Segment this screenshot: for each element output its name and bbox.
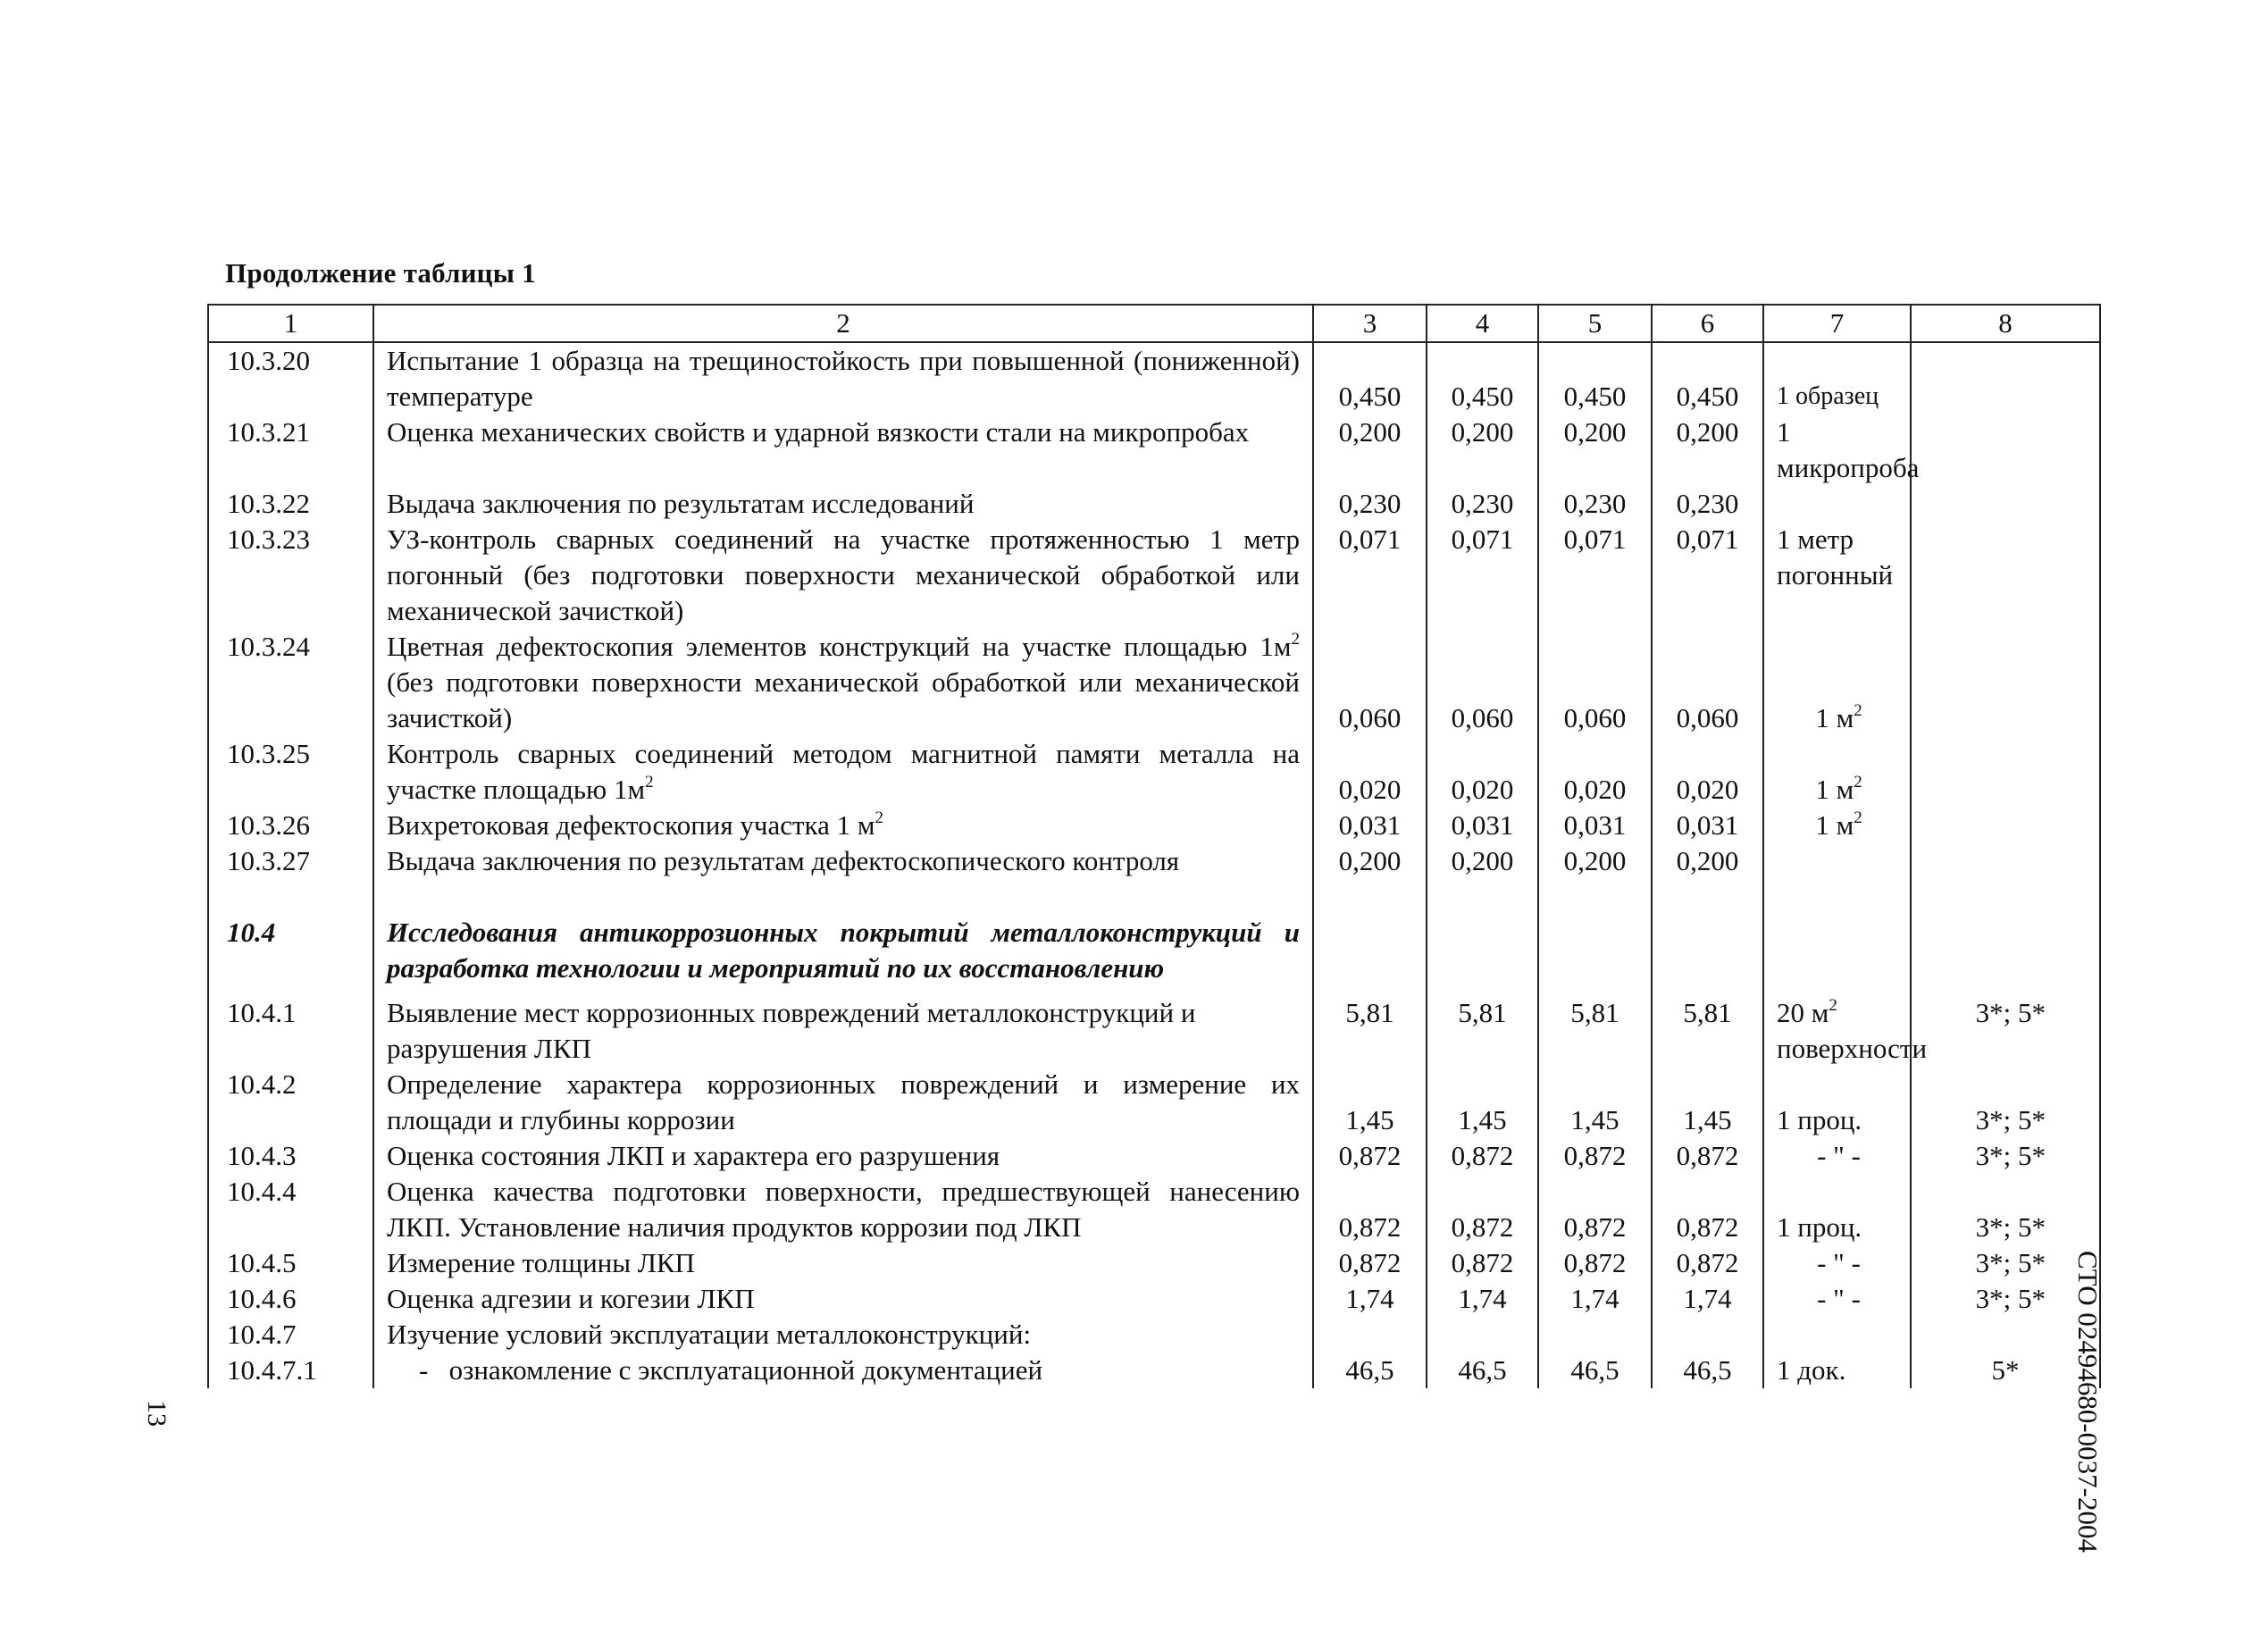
value-col4: 0,031: [1427, 808, 1538, 843]
column-header: 6: [1652, 305, 1763, 342]
value-col5: 0,200: [1538, 843, 1652, 879]
value-col6: 1,45: [1652, 1067, 1763, 1138]
value-col5: 0,230: [1538, 486, 1652, 522]
value-col4: 0,872: [1427, 1138, 1538, 1174]
reference: [1911, 486, 2100, 522]
value-col6: [1652, 1317, 1763, 1353]
table-row: [208, 1245, 2100, 1281]
table-row: [208, 486, 2100, 522]
superscript: 2: [1829, 995, 1837, 1015]
unit: 1 образец: [1763, 342, 1911, 415]
reference: [1911, 808, 2100, 843]
row-description: Оценка адгезии и когезии ЛКП: [373, 1281, 1313, 1317]
table-row: [208, 342, 2100, 415]
table-row: [208, 1174, 2100, 1245]
table-row: [208, 1067, 2100, 1138]
spacer-row: [208, 986, 2100, 995]
row-number: 10.3.21: [208, 415, 373, 486]
reference: 3*; 5*: [1911, 1281, 2100, 1317]
value-col3: 0,872: [1313, 1245, 1427, 1281]
value-col6: 0,450: [1652, 342, 1763, 415]
reference: [1911, 342, 2100, 415]
value-col6: 0,031: [1652, 808, 1763, 843]
value-col3: 1,74: [1313, 1281, 1427, 1317]
document-code: СТО 02494680-0037-2004: [2072, 1251, 2104, 1553]
column-header: 1: [208, 305, 373, 342]
description-text: Цветная дефектоскопия элементов конструкций на участке площадью 1м: [387, 631, 1292, 662]
row-description: [373, 808, 1313, 843]
row-description: Испытание 1 образца на трещиностойкость при повышенной (пониженной) температуре: [373, 342, 1313, 415]
value-col3: 0,450: [1313, 342, 1427, 415]
value-col3: 0,060: [1313, 629, 1427, 736]
column-header: 4: [1427, 305, 1538, 342]
row-number: 10.3.22: [208, 486, 373, 522]
column-header: 7: [1763, 305, 1911, 342]
value-col5: 0,872: [1538, 1174, 1652, 1245]
section-title: Исследования антикоррозионных покрытий металлоконструкций и разработка технологии и мероприятий по их восстановлению: [373, 915, 1313, 986]
unit: - " -: [1763, 1245, 1911, 1281]
reference: [1911, 415, 2100, 486]
unit: 1 $м^2$: [1763, 629, 1911, 736]
value-col6: 0,200: [1652, 843, 1763, 879]
specification-table: [207, 304, 2099, 1388]
table-caption: Продолжение таблицы 1: [225, 257, 536, 289]
value-col4: 0,200: [1427, 415, 1538, 486]
row-number: 10.4.6: [208, 1281, 373, 1317]
value-col5: 46,5: [1538, 1353, 1652, 1388]
value-col3: 0,872: [1313, 1138, 1427, 1174]
value-col6: 0,020: [1652, 736, 1763, 808]
value-col5: 0,872: [1538, 1245, 1652, 1281]
value-col4: 5,81: [1427, 995, 1538, 1067]
value-col5: 5,81: [1538, 995, 1652, 1067]
reference: 3*; 5*: [1911, 1174, 2100, 1245]
unit: - " -: [1763, 1281, 1911, 1317]
row-number: 10.3.27: [208, 843, 373, 879]
page-number: 13: [142, 1400, 172, 1427]
row-description: Оценка состояния ЛКП и характера его разрушения: [373, 1138, 1313, 1174]
section-number: 10.4: [208, 915, 373, 986]
unit: 1 микропроба: [1763, 415, 1911, 486]
reference: 3*; 5*: [1911, 1245, 2100, 1281]
table-row: [208, 1317, 2100, 1353]
value-col3: 0,200: [1313, 415, 1427, 486]
value-col3: 1,45: [1313, 1067, 1427, 1138]
unit: 20 $м^2$ поверхности: [1763, 995, 1911, 1067]
value-col4: 0,230: [1427, 486, 1538, 522]
table-row: [208, 522, 2100, 629]
value-col5: [1538, 1317, 1652, 1353]
superscript: 2: [1291, 629, 1300, 649]
value-col5: 0,060: [1538, 629, 1652, 736]
value-col5: 0,450: [1538, 342, 1652, 415]
unit: 1 проц.: [1763, 1067, 1911, 1138]
row-description: - ознакомление с эксплуатационной документацией: [373, 1353, 1313, 1388]
value-col4: 0,200: [1427, 843, 1538, 879]
value-col5: 1,45: [1538, 1067, 1652, 1138]
value-col6: 0,071: [1652, 522, 1763, 629]
value-col4: 0,020: [1427, 736, 1538, 808]
row-number: 10.3.25: [208, 736, 373, 808]
row-number: 10.4.2: [208, 1067, 373, 1138]
table-row: [208, 1138, 2100, 1174]
unit: 1 метр погонный: [1763, 522, 1911, 629]
value-col6: 1,74: [1652, 1281, 1763, 1317]
table-row: [208, 1353, 2100, 1388]
value-col5: 0,031: [1538, 808, 1652, 843]
value-col6: 0,230: [1652, 486, 1763, 522]
reference: 5*: [1911, 1353, 2100, 1388]
row-number: 10.3.20: [208, 342, 373, 415]
value-col3: 0,230: [1313, 486, 1427, 522]
reference: [1911, 736, 2100, 808]
value-col4: 0,071: [1427, 522, 1538, 629]
value-col6: 46,5: [1652, 1353, 1763, 1388]
column-number-row: [208, 305, 2100, 342]
value-col5: 0,071: [1538, 522, 1652, 629]
column-header: 3: [1313, 305, 1427, 342]
table-row: [208, 843, 2100, 879]
row-number: 10.4.7: [208, 1317, 373, 1353]
unit: - " -: [1763, 1138, 1911, 1174]
description-tail: (без подготовки поверхности механической обработкой или механической зачисткой): [387, 666, 1300, 733]
row-description: Выдача заключения по результатам дефектоскопического контроля: [373, 843, 1313, 879]
section-row: [208, 915, 2100, 986]
superscript: 2: [1854, 700, 1862, 720]
row-description: Определение характера коррозионных повреждений и измерение их площади и глубины коррозии: [373, 1067, 1313, 1138]
value-col4: 1,45: [1427, 1067, 1538, 1138]
superscript: 2: [875, 808, 884, 827]
row-description: Оценка качества подготовки поверхности, предшествующей нанесению ЛКП. Установление наличия продуктов коррозии под ЛКП: [373, 1174, 1313, 1245]
value-col3: 0,031: [1313, 808, 1427, 843]
reference: 3*; 5*: [1911, 1067, 2100, 1138]
row-number: 10.3.24: [208, 629, 373, 736]
row-description: [373, 736, 1313, 808]
row-number: 10.4.3: [208, 1138, 373, 1174]
row-number: 10.3.26: [208, 808, 373, 843]
value-col5: 1,74: [1538, 1281, 1652, 1317]
unit: 1 $м^2$: [1763, 736, 1911, 808]
value-col6: 0,872: [1652, 1245, 1763, 1281]
row-description: Выявление мест коррозионных повреждений металлоконструкций и разрушения ЛКП: [373, 995, 1313, 1067]
spacer-row: [208, 879, 2100, 915]
unit: 1 проц.: [1763, 1174, 1911, 1245]
unit: [1763, 486, 1911, 522]
superscript: 2: [645, 772, 654, 792]
table-row: [208, 808, 2100, 843]
value-col4: 0,872: [1427, 1174, 1538, 1245]
row-description: Выдача заключения по результатам исследований: [373, 486, 1313, 522]
table-row: [208, 736, 2100, 808]
value-col3: 46,5: [1313, 1353, 1427, 1388]
table-row: [208, 1281, 2100, 1317]
unit: [1763, 1317, 1911, 1353]
table-row: [208, 629, 2100, 736]
value-col6: 5,81: [1652, 995, 1763, 1067]
table-row: [208, 415, 2100, 486]
value-col3: 0,200: [1313, 843, 1427, 879]
value-col3: 5,81: [1313, 995, 1427, 1067]
superscript: 2: [1854, 772, 1862, 792]
row-number: 10.4.4: [208, 1174, 373, 1245]
value-col4: 0,060: [1427, 629, 1538, 736]
column-header: 5: [1538, 305, 1652, 342]
value-col4: 46,5: [1427, 1353, 1538, 1388]
value-col5: 0,200: [1538, 415, 1652, 486]
row-description: УЗ-контроль сварных соединений на участке протяженностью 1 метр погонный (без подготовки поверхности механической обработкой или механической зачисткой): [373, 522, 1313, 629]
reference: 3*; 5*: [1911, 995, 2100, 1067]
reference: [1911, 629, 2100, 736]
value-col4: 1,74: [1427, 1281, 1538, 1317]
value-col4: 0,450: [1427, 342, 1538, 415]
reference: [1911, 843, 2100, 879]
unit: 1 док.: [1763, 1353, 1911, 1388]
row-number: 10.4.1: [208, 995, 373, 1067]
value-col3: 0,872: [1313, 1174, 1427, 1245]
value-col4: [1427, 1317, 1538, 1353]
reference: [1911, 522, 2100, 629]
description-text: Вихретоковая дефектоскопия участка 1 м: [387, 809, 875, 841]
column-header: 8: [1911, 305, 2100, 342]
value-col3: [1313, 1317, 1427, 1353]
row-description: [373, 629, 1313, 736]
superscript: 2: [1854, 808, 1862, 827]
row-number: 10.4.5: [208, 1245, 373, 1281]
reference: 3*; 5*: [1911, 1138, 2100, 1174]
row-description: Измерение толщины ЛКП: [373, 1245, 1313, 1281]
value-col5: 0,020: [1538, 736, 1652, 808]
value-col6: 0,872: [1652, 1174, 1763, 1245]
value-col6: 0,872: [1652, 1138, 1763, 1174]
value-col6: 0,200: [1652, 415, 1763, 486]
row-number: 10.4.7.1: [208, 1353, 373, 1388]
row-description: Оценка механических свойств и ударной вязкости стали на микропробах: [373, 415, 1313, 486]
value-col3: 0,020: [1313, 736, 1427, 808]
description-text: Контроль сварных соединений методом магнитной памяти металла на участке площадью 1м: [387, 738, 1300, 805]
value-col4: 0,872: [1427, 1245, 1538, 1281]
row-number: 10.3.23: [208, 522, 373, 629]
row-description: Изучение условий эксплуатации металлоконструкций:: [373, 1317, 1313, 1353]
value-col5: 0,872: [1538, 1138, 1652, 1174]
column-header: 2: [373, 305, 1313, 342]
unit: [1763, 843, 1911, 879]
value-col6: 0,060: [1652, 629, 1763, 736]
table-row: [208, 995, 2100, 1067]
value-col3: 0,071: [1313, 522, 1427, 629]
unit: 1 $м^2$: [1763, 808, 1911, 843]
